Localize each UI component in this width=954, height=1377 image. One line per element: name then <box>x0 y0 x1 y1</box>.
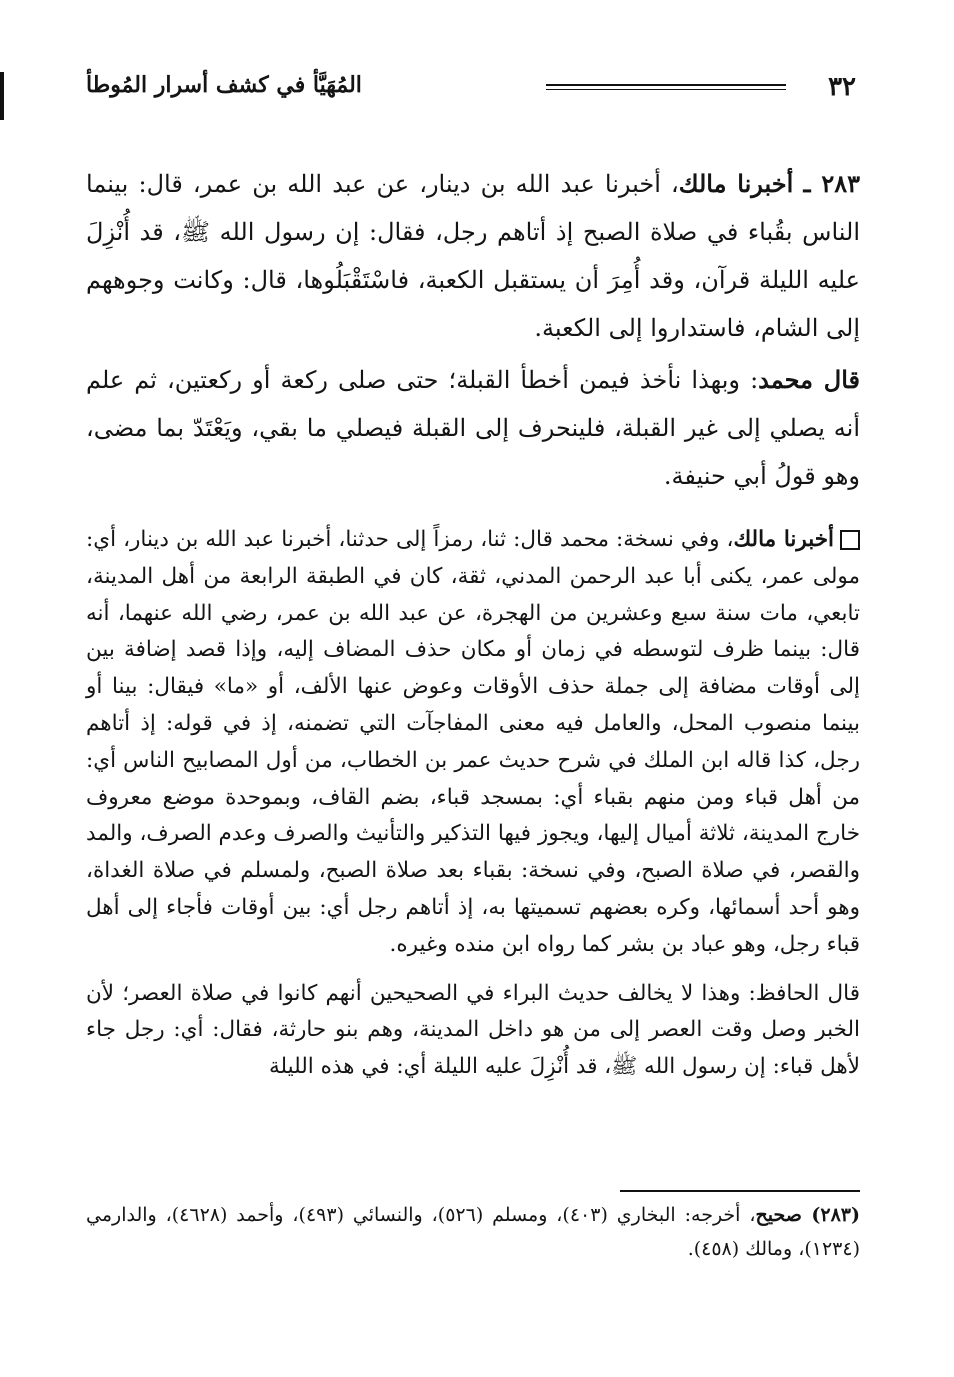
muhammad-text: : وبهذا نأخذ فيمن أخطأ القبلة؛ حتى صلى ركعة أو ركعتين، ثم علم أنه يصلي إلى غير القبلة، فلينحرف إلى القبلة فيصلي ما بقي، ويَعْتَدّ بما مضى، وهو قولُ أبي حنيفة. <box>86 366 860 490</box>
hadith-opening: أخبرنا مالك <box>678 169 794 198</box>
square-marker-icon <box>840 530 860 550</box>
header-rule <box>546 84 786 90</box>
footnote-label: (٢٨٣) صحيح <box>755 1204 860 1226</box>
footnote <box>86 1198 860 1266</box>
hadith-number: ٢٨٣ ـ <box>803 169 860 198</box>
footnote-rule <box>620 1190 860 1192</box>
hadith-paragraph <box>86 160 860 352</box>
hadith-text: ، أخبرنا عبد الله بن دينار، عن عبد الله بن عمر، قال: بينما الناس بقُباء في صلاة الصبح إذ أتاهم رجل، فقال: إن رسول الله ﷺ، قد أُنْزِلَ عليه الليلة قرآن، وقد أُمِرَ أن يستقبل الكعبة، فاسْتَقْبَلُوها، قال: وكانت وجوههم إلى الشام، فاستداروا إلى الكعبة. <box>86 170 860 342</box>
commentary-opening: أخبرنا مالك <box>733 527 835 552</box>
page-header <box>86 70 856 110</box>
muhammad-opening: قال محمد <box>758 365 861 394</box>
muhammad-paragraph <box>86 356 860 500</box>
footnote-text: ، أخرجه: البخاري (٤٠٣)، ومسلم (٥٢٦)، والنسائي (٤٩٣)، وأحمد (٤٦٢٨)، والدارمي (١٢٣٤)، ومالك (٤٥٨). <box>86 1204 860 1260</box>
main-text <box>86 160 860 1086</box>
page-number: ٣٢ <box>828 72 856 102</box>
commentary-paragraph <box>86 522 860 964</box>
hafiz-paragraph: قال الحافظ: وهذا لا يخالف حديث البراء في الصحيحين أنهم كانوا في صلاة العصر؛ لأن الخبر وصل وقت العصر إلى من هو داخل المدينة، وهم بنو حارثة، فقال: أي: رجل جاء لأهل قباء: إن رسول الله ﷺ، قد أُنْزِلَ عليه الليلة أي: في هذه الليلة <box>86 980 860 1080</box>
page-margin-bar <box>0 72 4 120</box>
commentary-text: ، وفي نسخة: محمد قال: ثنا، رمزاً إلى حدثنا، أخبرنا عبد الله بن دينار، أي: مولى عمر، يكنى أبا عبد الرحمن المدني، ثقة، كان في الطبقة الرابعة من أهل المدينة، تابعي، مات سنة سبع وعشرين من الهجرة، عن عبد الله بن عمر، رضي الله عنهما، أنه قال: بينما ظرف لتوسطه في زمان أو مكان حذف المضاف إليه، وإذا قصد إضافة بين إلى أوقات مضافة إلى جملة حذف الأوقات وعوض عنها الألف، أو «ما» فيقال: بينا أو بينما منصوب المحل، والعامل فيه معنى المفاجآت التي تضمنه، إذ في قوله: إذ أتاهم رجل، كذا قاله ابن الملك في شرح حديث عمر بن الخطاب، من أول المصابيح الناس أي: من أهل قباء ومن منهم بقباء أي: بمسجد قباء، بضم القاف، وبموحدة موضع معروف خارج المدينة، ثلاثة أميال إليها، ويجوز فيها التذكير والتأنيث والصرف وعدم الصرف، والمد والقصر، في صلاة الصبح، وفي نسخة: بقباء بعد صلاة الصبح، ولمسلم في صلاة الغداة، وهو أحد أسمائها، وكره بعضهم تسميتها به، إذ أتاهم رجل أي: بين أوقات فأجاء إلى أهل قباء رجل، وهو عباد بن بشر كما رواه ابن منده وغيره. <box>86 527 860 957</box>
book-title: المُهَيَّأ في كشف أسرار المُوطأ <box>86 72 362 98</box>
